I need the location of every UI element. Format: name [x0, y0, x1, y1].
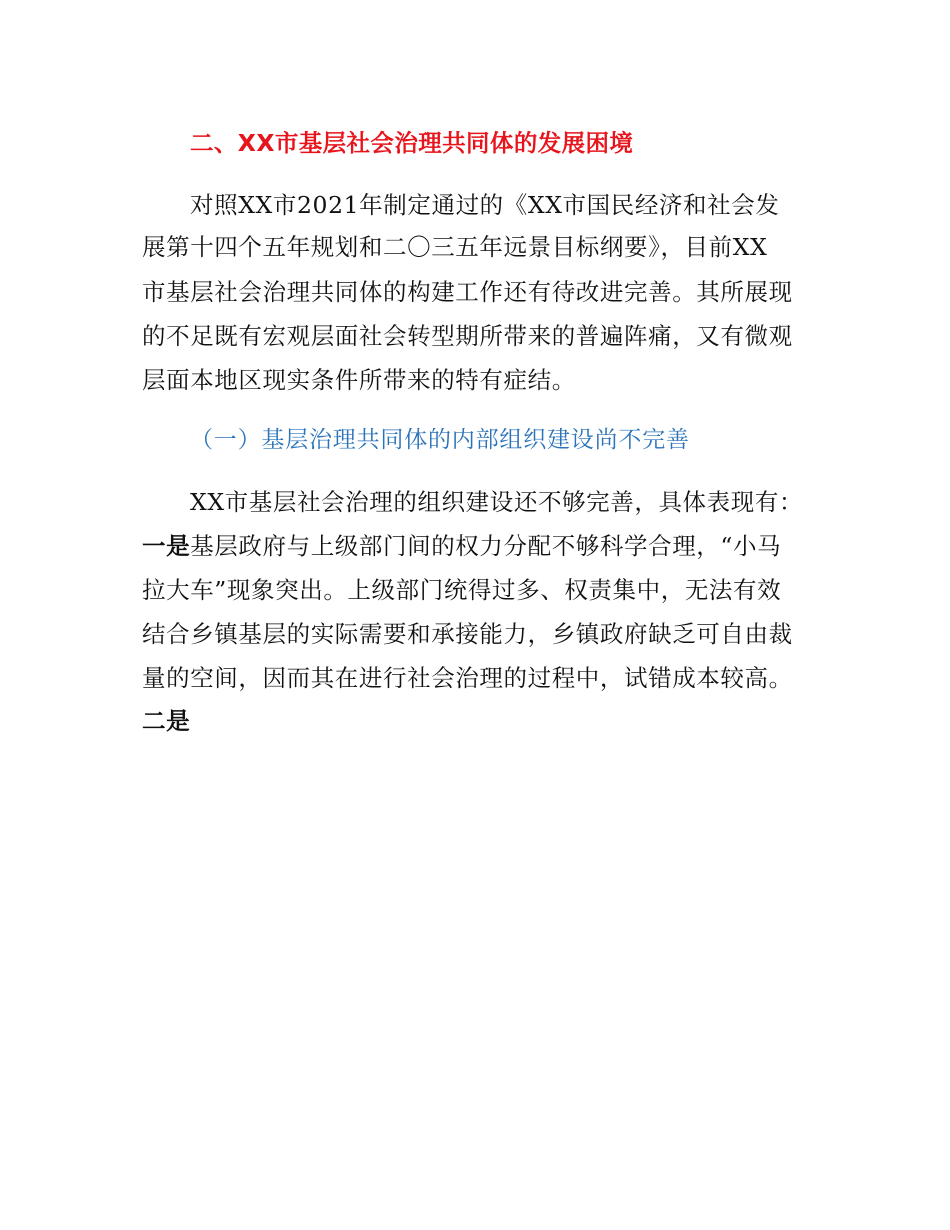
emphasis-label: 一是 — [142, 532, 191, 560]
paragraph-line — [142, 531, 822, 561]
paragraph-line: 层面本地区现实条件所带来的特有症结。 — [142, 366, 576, 394]
paragraph-text: 基层政府与上级部门间的权力分配不够科学合理，“小马 — [190, 532, 782, 560]
paragraph-line: 结合乡镇基层的实际需要和承接能力，乡镇政府缺乏可自由裁 — [142, 620, 793, 648]
emphasis-label: 二是 — [142, 707, 191, 735]
paragraph-line: 市基层社会治理共同体的构建工作还有待改进完善。其所展现 — [142, 278, 793, 306]
paragraph-line: 量的空间，因而其在进行社会治理的过程中，试错成本较高。 — [142, 664, 793, 692]
paragraph-line: 拉大车”现象突出。上级部门统得过多、权责集中，无法有效 — [142, 576, 782, 604]
paragraph-line: XX市基层社会治理的组织建设还不够完善，具体表现有： — [190, 488, 804, 516]
paragraph-line: 对照XX市2021年制定通过的《XX市国民经济和社会发 — [190, 191, 780, 219]
section-heading: 二、XX市基层社会治理共同体的发展困境 — [190, 129, 634, 157]
paragraph-line: 的不足既有宏观层面社会转型期所带来的普遍阵痛，又有微观 — [142, 322, 793, 350]
subsection-heading: （一）基层治理共同体的内部组织建设尚不完善 — [190, 427, 690, 453]
paragraph-line: 展第十四个五年规划和二〇三五年远景目标纲要》，目前XX — [142, 233, 768, 261]
